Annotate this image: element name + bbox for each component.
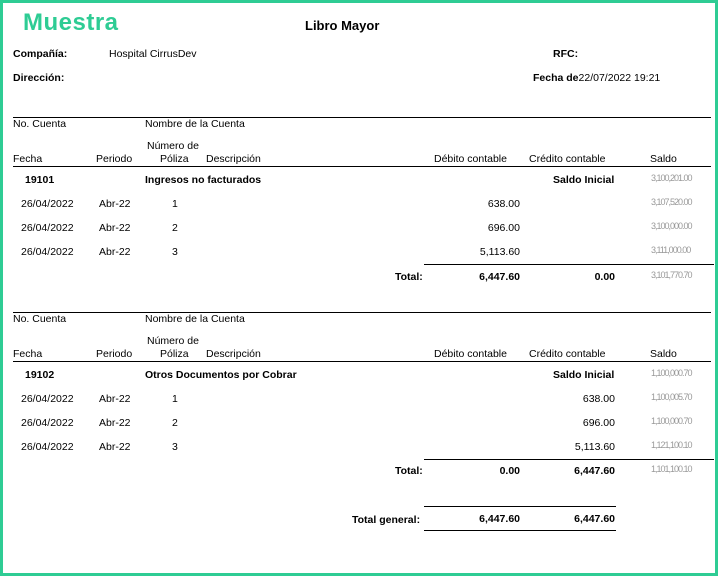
row-period: Abr-22 bbox=[99, 417, 131, 429]
total-balance: 1,101,100.10 bbox=[651, 464, 692, 474]
account-name: Otros Documentos por Cobrar bbox=[145, 369, 297, 381]
row-balance: 1,100,005.70 bbox=[651, 392, 692, 402]
col-account-name: Nombre de la Cuenta bbox=[145, 313, 245, 325]
row-debit: 638.00 bbox=[487, 198, 520, 210]
account-number: 19102 bbox=[25, 369, 55, 381]
account-name: Ingresos no facturados bbox=[145, 174, 262, 186]
row-date: 26/04/2022 bbox=[21, 441, 74, 453]
opening-label: Saldo Inicial bbox=[553, 174, 615, 186]
row-date: 26/04/2022 bbox=[21, 222, 74, 234]
report-title: Libro Mayor bbox=[305, 18, 380, 33]
total-credit: 6,447.60 bbox=[574, 465, 615, 477]
col-date: Fecha bbox=[13, 348, 43, 360]
col-description: Descripción bbox=[206, 348, 261, 360]
header-underline bbox=[13, 361, 711, 362]
row-credit: 638.00 bbox=[582, 393, 615, 405]
grand-total-debit: 6,447.60 bbox=[479, 513, 520, 525]
total-label: Total: bbox=[395, 465, 423, 477]
col-debit: Débito contable bbox=[434, 348, 507, 360]
section-divider bbox=[13, 117, 711, 118]
col-balance: Saldo bbox=[650, 153, 677, 165]
col-balance: Saldo bbox=[650, 348, 677, 360]
row-debit: 5,113.60 bbox=[479, 246, 520, 258]
col-debit: Débito contable bbox=[434, 153, 507, 165]
col-account-no: No. Cuenta bbox=[13, 313, 67, 325]
total-debit: 0.00 bbox=[499, 465, 520, 477]
col-date: Fecha bbox=[13, 153, 43, 165]
row-policy: 1 bbox=[172, 393, 178, 405]
report-date bbox=[533, 72, 660, 84]
section-divider bbox=[13, 312, 711, 313]
account-number: 19101 bbox=[25, 174, 55, 186]
col-description: Descripción bbox=[206, 153, 261, 165]
row-period: Abr-22 bbox=[99, 198, 131, 210]
row-period: Abr-22 bbox=[99, 393, 131, 405]
total-rule bbox=[424, 459, 714, 460]
col-credit: Crédito contable bbox=[529, 153, 606, 165]
date-label: Fecha de bbox=[533, 72, 579, 84]
total-debit: 6,447.60 bbox=[479, 271, 520, 283]
grand-total-credit: 6,447.60 bbox=[574, 513, 615, 525]
row-credit: 696.00 bbox=[582, 417, 615, 429]
row-balance: 1,121,100.10 bbox=[651, 440, 692, 450]
row-policy: 3 bbox=[172, 441, 178, 453]
total-balance: 3,101,770.70 bbox=[651, 270, 692, 280]
row-period: Abr-22 bbox=[99, 222, 131, 234]
row-policy: 1 bbox=[172, 198, 178, 210]
row-date: 26/04/2022 bbox=[21, 198, 74, 210]
row-balance: 3,111,000.00 bbox=[651, 245, 691, 255]
row-balance: 1,100,000.70 bbox=[651, 416, 692, 426]
watermark-logo: Muestra bbox=[23, 9, 119, 36]
address-label: Dirección: bbox=[13, 72, 65, 84]
row-period: Abr-22 bbox=[99, 246, 131, 258]
company-value: Hospital CirrusDev bbox=[109, 48, 197, 60]
col-policy-line2: Póliza bbox=[160, 153, 189, 165]
grand-total-rule-top bbox=[424, 506, 616, 507]
company-label: Compañía: bbox=[13, 48, 68, 60]
row-period: Abr-22 bbox=[99, 441, 131, 453]
row-policy: 2 bbox=[172, 417, 178, 429]
total-credit: 0.00 bbox=[594, 271, 615, 283]
grand-total-label: Total general: bbox=[352, 514, 421, 526]
row-date: 26/04/2022 bbox=[21, 417, 74, 429]
col-account-name: Nombre de la Cuenta bbox=[145, 118, 245, 130]
total-label: Total: bbox=[395, 271, 423, 283]
row-credit: 5,113.60 bbox=[574, 441, 615, 453]
row-balance: 3,100,000.00 bbox=[651, 221, 692, 231]
row-balance: 3,107,520.00 bbox=[651, 197, 692, 207]
col-account-no: No. Cuenta bbox=[13, 118, 67, 130]
opening-balance: 1,100,000.70 bbox=[651, 368, 692, 378]
rfc-label: RFC: bbox=[553, 48, 579, 60]
col-credit: Crédito contable bbox=[529, 348, 606, 360]
row-date: 26/04/2022 bbox=[21, 246, 74, 258]
grand-total-rule-bottom bbox=[424, 530, 616, 531]
total-rule bbox=[424, 264, 714, 265]
col-policy-line2: Póliza bbox=[160, 348, 189, 360]
row-debit: 696.00 bbox=[487, 222, 520, 234]
opening-label: Saldo Inicial bbox=[553, 369, 615, 381]
col-period: Periodo bbox=[96, 348, 133, 360]
col-period: Periodo bbox=[96, 153, 133, 165]
header-underline bbox=[13, 166, 711, 167]
opening-balance: 3,100,201.00 bbox=[651, 173, 692, 183]
date-value: 22/07/2022 19:21 bbox=[578, 72, 661, 84]
row-policy: 3 bbox=[172, 246, 178, 258]
col-policy-line1: Número de bbox=[147, 335, 199, 347]
col-policy-line1: Número de bbox=[147, 140, 199, 152]
row-policy: 2 bbox=[172, 222, 178, 234]
row-date: 26/04/2022 bbox=[21, 393, 74, 405]
